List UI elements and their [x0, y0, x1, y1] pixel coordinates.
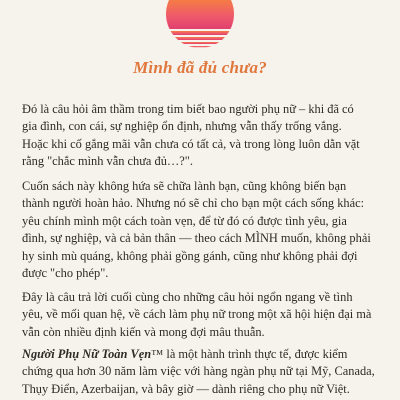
text-line: hy sinh mù quáng, không phải gồng gánh, cũng như không phải đợi [22, 248, 358, 263]
text-line: Cuốn sách này không hứa sẽ chữa lành bạn, cũng không biến bạn [22, 179, 347, 193]
paragraph-1 [22, 101, 386, 171]
text-line: đình, sự nghiệp, và cả bản thân — theo cách MÌNH muốn, không phải [22, 231, 371, 246]
text-line: vẫn còn nhiều định kiến và mong đợi mâu thuẫn. [22, 324, 265, 339]
paragraph-2 [22, 178, 386, 282]
text-line: chứng qua hơn 30 năm làm việc với hàng ngàn phụ nữ tại Mỹ, Canada, [22, 364, 375, 379]
section-title: Mình đã đủ chưa? [133, 58, 267, 77]
paragraph-4 [22, 346, 386, 398]
book-title-emphasis: Người Phụ Nữ Toàn Vẹn [22, 347, 152, 361]
text-line: yêu chính mình một cách toàn vẹn, để từ đó có được tình yêu, gia [22, 213, 347, 228]
text-line: rằng "chắc mình vẫn chưa đủ…?". [22, 154, 193, 169]
text-line-rest: ™ là một hành trình thực tế, được kiểm [151, 347, 348, 361]
text-line: Đó là câu hỏi âm thầm trong tim biết bao người phụ nữ – khi đã có [22, 102, 354, 116]
sunset-logo-icon [165, 0, 235, 52]
text-line: Đây là câu trả lời cuối cùng cho những câu hỏi ngổn ngang về tình [22, 290, 353, 304]
text-line: gia đình, con cái, sự nghiệp ổn định, nhưng vẫn thấy trống vắng. [22, 119, 342, 134]
text-line: được "cho phép". [22, 266, 109, 281]
text-line [22, 346, 386, 363]
text-line: Thụy Điển, Azerbaijan, và bây giờ — dành riêng cho phụ nữ Việt. [22, 381, 350, 396]
text-line: yêu, về mối quan hệ, về cách làm phụ nữ trong một xã hội hiện đại mà [22, 307, 372, 322]
text-line: Hoặc khi cố gắng mãi vẫn chưa có tất cả, và trong lòng luôn dằn vặt [22, 136, 360, 151]
paragraph-3 [22, 289, 386, 341]
text-line: thành người hoàn hảo. Nhưng nó sẽ chỉ cho bạn một cách sống khác: [22, 196, 365, 211]
